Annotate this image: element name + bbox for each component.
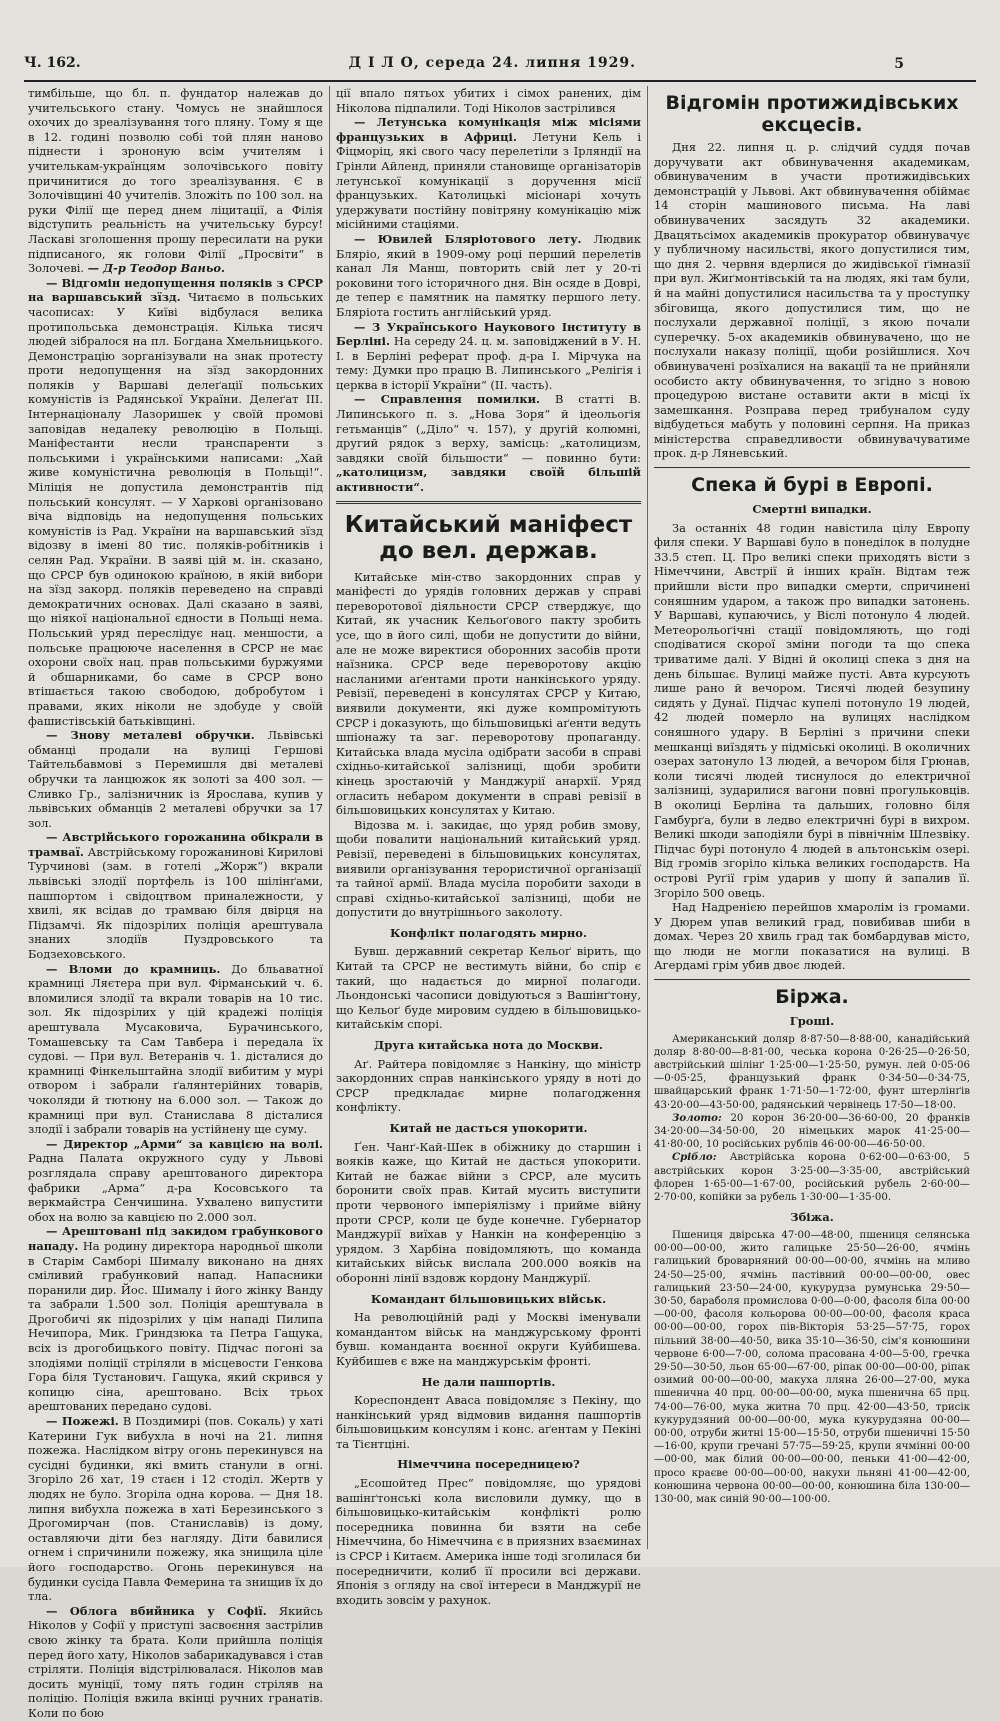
news-item: — Відгомін недопущення поляків з СРСР на варшавський зїзд. Читаємо в польських часописах: У Київі відбулася велика протипольська демонстрація. Кілька тисяч людей зібралося на пл. Богдана Хмельницького. Демонстрацію зорганізували на знак протесту проти недопущення на зїзд закордонних поляків у Варшаві делеґації польських комуністів із Радянської України. Делеґат ІІІ. Інтернаціоналу Лазоришек у своїй промові заповідав недалеку революцію в Польщі. Маніфестанти несли транспаренти з польськими і українськими написами: „Хай живе комуністична революція в Польщі!“. Міліція не допустила демонстрантів під польський консулят. — У Харкові організовано віча відповідь на недопущення польських комуністів із Рад. України на варшавський зїзд відозву в імені 80 тис. поляків-робітників і селян Рад. України. В заяві цій м. ін. сказано, що СРСР був одинокою країною, в якій вибори на зїзд закорд. поляків переведено на справді демократичних основах. Далі сказано в заяві, що ніякої національної єдности в Польщі нема. Польський уряд переслідує нац. меншости, а польське працююче населення в СРСР не має охорони своїх нац. прав польськими буржуями й обшарниками, бо саме в СРСР воно втішається такою свободою, добробутом і правами, яких ніколи не здобуде у своїй фашистівській батьківщині.: [28, 275, 323, 728]
news-rubric: — Знову металеві обручки.: [46, 728, 255, 743]
news-rubric: — Вломи до крамниць.: [46, 961, 221, 976]
signature: — Д-р Теодор Ваньо.: [87, 261, 225, 276]
news-rubric: — З Українського Наукового Інституту в Берліні.: [336, 319, 641, 349]
article-paragraph: Китайське мін-ство закордонних справ у маніфесті до урядів головних держав у справі переворотової діяльности СРСР стверджує, що Китай, як учасник Кельоґового пакту зробить усе, що в його силі, щоби не допустити до війни, але не може виректися оборонних засобів проти наїзника. СРСР веде переворотову акцію насланими аґентами проти нанкінського уряду. Ревізії, переведені в консулятах СРСР у Китаю, виявили документи, які дуже компромітують СРСР і доказують, що більшовицькі аґенти ведуть шпіонажу та заг. переворотову пропаганду. Китайська влада мусіла одібрати засоби в справі східньо-китайської залізниці, щоби зробити кінець зростаючій у Манджурії анархії. Уряд огласить небаром документи в справі ревізії в більшовицьких консулятах у Китаю.: [336, 569, 641, 818]
article-paragraph: Над Надренією перейшов хмаролім із громами. У Дюрем упав великий град, повибивав шиби в домах. Через 20 хвиль град так бомбардував місто, що люди не могли показатися на вулиці. В Агердамі грім убив двоє людей.: [654, 900, 970, 973]
news-item: — Справлення помилки. В статті В. Липинського п. з. „Нова Зоря“ й ідеольогія гетьманців“ („Діло“ ч. 157), у другій колюмні, другий рядок з верху, замісць: „католицизм, завдяки своїй більшости“ — повинно бути: „католицизм, завдяки своїй більшій активности“.: [336, 392, 641, 495]
masthead-date: Д І Л О, середа 24. липня 1929.: [348, 55, 637, 71]
news-rubric: — Австрійського горожанина обікрали в трамваї.: [28, 830, 323, 859]
article-paragraph: Ґен. Чанґ-Кай-Шек в обіжнику до старшин і вояків каже, що Китай не дасться упокорити. Китай не бажає війни з СРСР, але мусить боронити своїх прав. Китай мусить виступити проти червоного імперіялізму і прийме війну проти СРСР, коли це буде конечне. Губернатор Манджурії виїхав у Нанкін на конференцію з урядом. З Харбіна повідомляють, що команда китайських військ вислала 200.000 вояків на оборонні лінії вздовж кордону Манджурії.: [336, 1139, 641, 1285]
subheading: Командант більшовицьких військ.: [370, 1291, 607, 1306]
header-rule: [24, 80, 976, 82]
headline-antijewish-excesses: Відгомін протижидівських ексцесів.: [665, 92, 959, 136]
quotes-gold: Золото: 20 корон 36·20·00—36·60·00, 20 франків 34·20·00—34·50·00, 20 німецьких марок 41·25·00—41·80·00, 10 російських рублів 46·00·00—46·50·00.: [654, 1111, 970, 1151]
section-divider: [654, 467, 970, 468]
subheading: Смертні випадки.: [752, 502, 872, 517]
section-divider: [336, 501, 641, 504]
quotes-silver: Срібло: Австрійська корона 0·62·00—0·63·00, 5 австрійських корон 3·25·00—3·35·00, австрійський флорен 1·65·00—1·67·00, російський рубель 2·60·00—2·70·00, копійки за рубель 1·30·00—1·35·00.: [654, 1151, 971, 1204]
article-paragraph: ції впало пятьох убитих і сімох ранених, дім Ніколова підпалили. Тоді Ніколов застрілився: [336, 86, 641, 115]
news-item: — Летунська комунікація між місіями французьких в Африці. Летуни Кель і Фіцморіц, які свого часу перелетіли з Ірляндії на Грінли Айленд, приняли становище організаторів летунської комунікації з доручення місії французьких. Католицькі місіонарі хочуть удержувати постійну повітряну комунікацію між місійними стаціями.: [336, 115, 641, 232]
news-item: — Знову металеві обручки. Львівські обманці продали на вулиці Гершові Тайтельбавмові з Перемишля дві металеві обручки та ланцюжок як золоті за 400 зол. — Сливко Гр., залізничник із Ярослава, купив у львівських обманців 2 металеві обручки за 17 зол.: [28, 728, 324, 830]
article-paragraph: Дня 22. липня ц. р. слідчий суддя почав доручувати акт обвинувачення академикам, обвинуваченим в участи протижидівських демонстрацій у Львові. Акт обвинувачення обіймає 14 сторін машинового письма. На лаві обвинувачених засядуть 32 академики. Двацятьсімох академиків прокуратор обвинувачує у публичному насильстві, якого допустилися тим, що дня 2. червня вдерлися до жидівської ґімназії при вул. Жиґмонтівській та на людях, які там були, й на майні допустилися насильства та у проступку збіговища, якого допустилися тим, що не послухали державної поліції, з якою почали суперечку. 5-ох академиків обвинувачено, що не послухали наказу поліції, щоби розійшлися. Хоч обвинувачені розїхалися на вакації та не прийняли особисто акту обвинувачення, то згідно з новою процедурою вистане оставити акти в місці їх замешкання. Розправа перед трибуналом суду відбудеться мабуть у половині серпня. На приказ міністерства справедливости обвинувачуватиме прок. д-р Ляневський.: [654, 140, 970, 461]
column-1: [22, 86, 330, 1720]
news-item: — Облога вбийника у Софії. Якийсь Ніколов у Софії у приступі засвоєння застрілив свою жінку та брата. Коли прийшла поліція перед його хату, Ніколов забарикадувався і став стріляти. Поліція відстрілювалася. Ніколов мав досить муніції, тому пять годин стріляв на поліцію. Поліція вжила вкінці ручних гранатів. Коли по бою: [28, 1603, 323, 1720]
headline-heat-storms: Спека й бурі в Европі.: [691, 474, 933, 497]
subheading: Друга китайська нота до Москви.: [374, 1038, 603, 1053]
subheading: Збіжа.: [790, 1210, 834, 1225]
article-paragraph: Аґ. Райтера повідомляє з Нанкіну, що міністр закордонних справ нанкінського уряду в ноті до СРСР предкладає мирне полагодження конфлікту.: [336, 1056, 641, 1115]
news-item: — Арештовані під закидом грабункового нападу. На родину директора народньої школи в Старім Самборі Шималу виконано на днях сміливий грабунковий напад. Напасники поранили дир. Йос. Шималу і його жінку Ванду та забрали 1.500 зол. Поліція арештувала в Дрогобичі як підозрілих у цім нападі Пилипа Нечипора, Мик. Гриндзюка та Петра Гащука, всіх із дрогобицького повіту. Підчас погоні за злодіями поліції стріляли в місцевости Генкова Гора біля Тустанович. Гащука, який скрився у копицю сіна, арештовано. Всіх трьох арештованих передано судові.: [28, 1224, 323, 1414]
article-paragraph: тимбільше, що бл. п. фундатор належав до учительського стану. Чомусь не знайшлося охочих до зреалізування того пляну. Тому я ще в 12. годині позволю собі той плян наново піднести і зрононую всім учителям і учителькам-українцям золочівського повіту причинитися до того зреалізування. Є в Золочівщині 40 учителів. Зложіть по 100 зол. на руки Філії ще перед днем ліцитації, а Філія відступить реальність на учительську бурсу! Ласкаві зголошення прошу пересилати на руки підписаного, як голови Філії „Просвіти“ в Золочеві. — Д-р Теодор Ваньо.: [28, 86, 323, 276]
news-item: — Директор „Арми“ за кавцією на волі. Радна Палата окружного суду у Львові розглядала справу арештованого директора фабрики „Арма“ д-ра Косовського та веркмайстра Сенчишина. Ухвалено випустити обох на волю за кавцією по 2.000 зол.: [28, 1136, 323, 1224]
subheading: Не дали пашпортів.: [421, 1374, 556, 1389]
page-header: [24, 52, 904, 74]
article-paragraph: Кореспондент Аваса повідомляє з Пекіну, що нанкінський уряд відмовив видання пашпортів більшовицьким консулям і конс. аґентам у Пекіні та Тієнтціні.: [336, 1393, 641, 1451]
headline-china-manifesto: Китайський маніфест до вел. держав.: [344, 511, 633, 564]
news-item: — Пожежі. В Поздимирі (пов. Сокаль) у хаті Катерини Гук вибухла в ночі на 21. липня пожежа. Наслідком вітру огонь перекинувся на сусідні будинки, які вмить станули в огні. Згоріло 26 хат, 19 стаєн і 12 стоділ. Жертв у людях не було. Згоріла одна корова. — Дня 18. липня вибухла пожежа в хаті Березинського з Дрогомирчан (пов. Станиславів) із дому, оставляючи діти без нагляду. Діти бавилися огнем і спричинили пожежу, яка знищила ціле його господарство. Огонь перекинувся на будинки сусіда Павла Фемерина та знищив їх до тла.: [28, 1414, 324, 1604]
column-2: [330, 86, 648, 1607]
headline-exchange: Біржа.: [775, 986, 849, 1009]
news-rubric: — Справлення помилки.: [354, 392, 540, 407]
quotes-grain: Пшениця двірська 47·00—48·00, пшениця селянська 00·00—00·00, жито галицьке 25·50—26·00, ячмінь галицький броварняний 00·00—00·00, ячмінь на мливо 24·50—25·00, ячмінь пастівний 00·00—00·00, овес галицький 23·50—24·00, кукурудза румунська 29·50—30·50, бараболя промислова 0·00—0·00, фасоля біла 00·00—00·00, фасоля кольорова 00·00—00·00, фасоля краса 00·00—00·00, горох пів-Вікторія 53·25—57·75, горох пільний 38·00—40·50, вика 35·10—36·50, сім'я конюшини червоне 6·00—7·00, солома прасована 4·00—5·00, гречка 29·50—30·50, льон 65·00—67·00, ріпак 00·00—00·00, ріпак озимий 00·00—00·00, макуха лляна 26·00—27·00, мука пшенична 40 прц. 00·00—00·00, мука пшенична 65 прц. 74·00—76·00, мука житна 70 прц. 42·00—43·50, трисік кукурудзяний 00·00—00·00, мука кукурудзяна 00·00—00·00, отруби житні 15·00—15·50, отруби пшеничні 15·50—16·00, крупи гречані 57·75—59·25, крупи ячмінні 00·00—00·00, мак білий 00·00—00·00, пеньки 41·00—42·00, просо краєве 00·00—00·00, накухи льняні 41·00—42·00, конюшина червона 00·00—00·00, конюшина біла 130·00—130·00, мак синій 90·00—100·00.: [654, 1229, 970, 1505]
article-paragraph: На революційній раді у Москві іменували командантом військ на манджурському фронті бувш. команданта воєнної округи Куйбишева. Куйбишев є вже на манджурськім фронті.: [336, 1310, 641, 1368]
subheading: Німеччина посередницею?: [397, 1457, 580, 1472]
section-divider: [654, 979, 970, 980]
subheading: Гроші.: [789, 1014, 835, 1029]
subheading: Китай не дасться упокорити.: [389, 1121, 588, 1135]
news-item: — Ювилей Бляріотового лету. Людвик Бляріо, який в 1909-ому році перший перелетів канал Ля Манш, повторить свій лет у 20-ті роковини того історичного дня. Він осяде в Доврі, де тепер є памятник на памятку першого лету. Бляріота гостить англійський уряд.: [336, 231, 641, 319]
article-paragraph: „Есошойтед Прес“ повідомляє, що урядові вашінґтонські кола висловили думку, що в більшовицько-китайськім конфлікті ролю посередника повинна би взяти на себе Німеччина, бо Німеччина є в приязних взаєминах із СРСР і Китаєм. Америка інше тоді зголилася би посередничити, колиб її просили всі держави. Японія з огляду на свої інтереси в Манджурії не входить зовсім у рахунок.: [336, 1476, 641, 1607]
columns: [22, 86, 976, 1720]
news-rubric: — Облога вбийника у Софії.: [46, 1603, 267, 1618]
news-rubric: — Ювилей Бляріотового лету.: [354, 231, 582, 246]
issue-number: Ч. 162.: [24, 55, 81, 71]
news-rubric: — Летунська комунікація між місіями французьких в Африці.: [336, 115, 641, 144]
news-rubric: — Відгомін недопущення поляків з СРСР на варшавський зїзд.: [28, 275, 323, 305]
news-item: — Австрійського горожанина обікрали в трамваї. Австрійському горожанинові Кирилові Турчинові (зам. в готелі „Жорж“) вкрали львівські злодії портфель із 100 шілінґами, пашпортом і свідоцтвом приналежности, у хвилі, як всідав до трамваю біля двірця на Підзамчі. Як підозрілих поліція арештувала знаних злодіїв Пуздровського та Бодзеховського.: [28, 830, 324, 962]
article-paragraph: За останніх 48 годин навістила цілу Европу филя спеки. У Варшаві було в понеділок в полудне 33.5 степ. Ц. Про великі спеки приходять вісти з Німеччини, Австрії й інших країн. Відтам теж прийшли вісти про випадки смерти, спричинені соняшним ударом, а також про випадки затонень. У Варшаві, купаючись, у Віслі потонуло 4 людей. Метеорольоґічні стації повідомляють, що годі сподіватися скорої зміни погоди та що спека триватиме далі. У Відні й околиці спека з дня на день більшає. Вулиці майже пусті. Авта курсують лише рано й вечором. Тисячі людей безупину сидять у Дунаї. Підчас купелі потонуло 19 людей, 42 людей померло на вулицях наслідком соняшного удару. В Берліні з причини спеки мешканці виїздять у підміські околиці. В околичних озерах затонуло 13 людей, а вечором біля Грюнав, коли тисячі людей тиснулося до електричної залізниці, зударилися вагони повні прогульковців. В околиці Берліна та дальших, головно біля Гамбурґа, були в ледво електричні бурі в вихром. Великі шкоди заподіяли бурі в північнім Шлезвіку. Підчас бурі потонуло 4 людей в альтонськім озері. Від громів згоріло кілька великих господарств. На острові Руґії грім ударив у шопу й запалив її. Згоріло 500 овець.: [654, 520, 970, 900]
article-paragraph: Бувш. державний секретар Кельоґ вірить, що Китай та СРСР не вестимуть війни, бо спір є такий, що надається до мирної полагоди. Льондонські часописи довідуються з Вашінґтону, що Кельоґ буде мировим суддею в більшовицько-китайськім спорі.: [336, 944, 641, 1032]
news-item: — З Українського Наукового Інституту в Берліні. На середу 24. ц. м. заповіджений в У. Н. І. в Берліні реферат проф. д-ра І. Мірчука на тему: Думки про працю В. Липинського „Релігія і церква в історії України“ (ІІ. часть).: [336, 319, 642, 392]
quotes-money: Американський доляр 8·87·50—8·88·00, канадійський доляр 8·80·00—8·81·00, чеська корона 0·26·25—0·26·50, австрійський шілінґ 1·25·00—1·25·50, румун. лей 0·05·06—0·05·25, французький франк 0·34·50—0·34·75, швайцарський франк 1·71·50—1·72·00, фунт штерлінґів 43·20·00—43·50·00, радянський червінець 17·50—18·00.: [654, 1033, 970, 1111]
page-number: 5: [894, 56, 904, 72]
article-paragraph: Відозва м. і. закидає, що уряд робив змову, щоби повалити національний китайський уряд. Ревізії, переведені в більшовицьких консулятах, виявили організування терористичної організації та тайної армії. Влада мусіла поробити заходи в справі східньо-китайської залізниці, щоби не допустити до внутрішнього заколоту.: [336, 817, 641, 920]
subheading: Конфлікт полагодять мирно.: [390, 925, 587, 940]
news-rubric: — Директор „Арми“ за кавцією на волі.: [46, 1136, 323, 1151]
news-rubric: — Арештовані під закидом грабункового нападу.: [28, 1224, 323, 1253]
news-rubric: — Пожежі.: [46, 1414, 119, 1429]
news-item: — Вломи до крамниць. До бльаватної крамниці Ляєтера при вул. Фірманський ч. 6. вломилися злодії та вкрали товарів на 10 тис. зол. Як підозрілих у цій крадежі поліція арештувала Мусаковича, Бурачинського, Томашевську та Сам Тавбера і передала їх судові. — При вул. Ветеранів ч. 1. дісталися до крамниці Фінкельштайна злодії вибитим у мурі отвором і забрали ґалянтерійних товарів, чоколяди й тютюну на 6.000 зол. — Також до крамниці при вул. Станислава 8 дісталися злодії і забрали товарів на устійнену ще суму.: [28, 961, 323, 1137]
column-3: [648, 86, 976, 1549]
